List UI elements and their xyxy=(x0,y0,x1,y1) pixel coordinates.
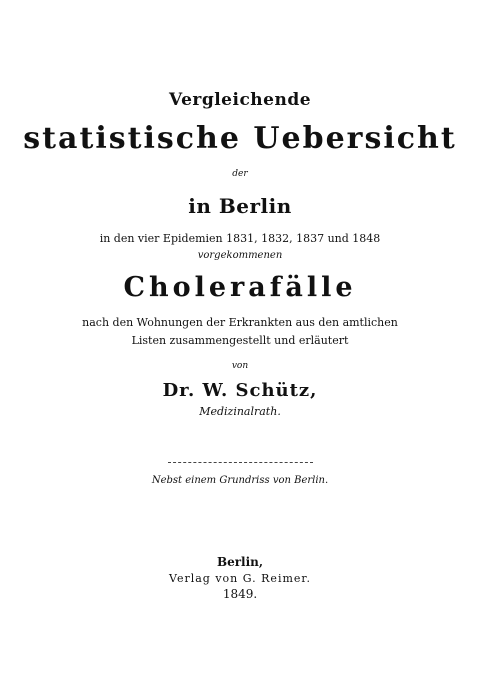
title-line-epidemien: in den vier Epidemien 1831, 1832, 1837 und 1848 xyxy=(99,232,381,245)
title-line-listen: Listen zusammengestellt und erläutert xyxy=(131,334,349,347)
title-line-wohnungen: nach den Wohnungen der Erkrankten aus den amtlichen xyxy=(82,316,398,329)
title-line-berlin: in Berlin xyxy=(188,194,292,218)
author-title: Medizinalrath. xyxy=(199,405,281,418)
title-line-vergleichende: Vergleichende xyxy=(168,90,312,110)
dashed-divider xyxy=(168,462,313,463)
supplement-note: Nebst einem Grundriss von Berlin. xyxy=(151,475,329,486)
imprint-year: 1849. xyxy=(222,587,258,601)
title-line-vorgekommenen: vorgekommenen xyxy=(197,250,283,261)
imprint-place: Berlin, xyxy=(216,555,264,569)
title-line-der: der xyxy=(232,169,248,179)
title-line-uebersicht: statistische Uebersicht xyxy=(23,121,457,156)
title-line-von: von xyxy=(231,361,249,371)
author-name: Dr. W. Schütz, xyxy=(162,380,318,401)
title-line-cholerafaelle: Cholerafälle xyxy=(123,272,357,303)
imprint-publisher: Verlag von G. Reimer. xyxy=(169,572,311,585)
